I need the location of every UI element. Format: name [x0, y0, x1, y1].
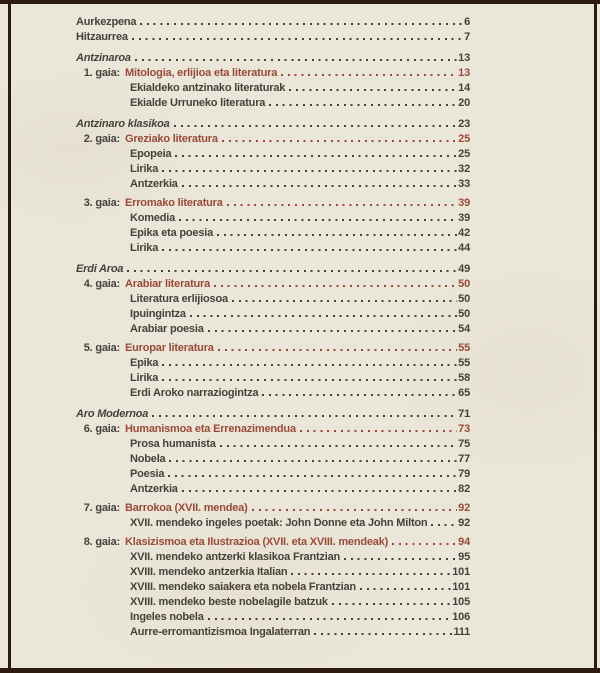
dotted-leader	[169, 460, 457, 462]
toc-entry-label: XVIII. mendeko antzerkia Italian	[130, 566, 288, 578]
toc-entry	[76, 194, 470, 209]
dotted-leader	[252, 509, 458, 511]
toc-entry-label: Prosa humanista	[130, 438, 216, 450]
toc-entry	[76, 623, 470, 638]
toc-entry-number: 8. gaia:	[83, 536, 120, 548]
dotted-leader	[135, 59, 457, 61]
toc-entry	[76, 94, 470, 109]
toc-entry	[76, 499, 470, 514]
toc-entry-label: Lirika	[130, 163, 159, 175]
dotted-leader	[300, 430, 457, 432]
toc-entry-label: Aurkezpena	[76, 16, 137, 28]
toc-entry-label: Barrokoa (XVII. mendea)	[125, 502, 248, 514]
toc-entry-label: Antzinaro klasikoa	[76, 118, 170, 130]
toc-entry-page: 14	[458, 82, 470, 94]
dotted-leader	[218, 349, 457, 351]
toc-entry-number: 2. gaia:	[83, 133, 120, 145]
dotted-leader	[289, 89, 457, 91]
toc-entry	[76, 465, 470, 480]
toc-entry-label: Antzerkia	[130, 178, 178, 190]
toc-entry-page: 92	[458, 517, 470, 529]
page-border-right	[594, 3, 597, 669]
toc-entry-number: 3. gaia:	[83, 197, 120, 209]
toc-entry	[76, 209, 470, 224]
dotted-leader	[227, 204, 457, 206]
toc-entry	[76, 608, 470, 623]
toc-entry-page: 20	[458, 97, 470, 109]
toc-entry-label: Epika eta poesia	[130, 227, 214, 239]
dotted-leader	[360, 588, 451, 590]
toc-entry	[76, 384, 470, 399]
dotted-leader	[262, 394, 457, 396]
toc-entry	[76, 239, 470, 254]
toc-entry	[76, 563, 470, 578]
page-border-left	[8, 3, 11, 669]
toc-entry-label: Literatura erlijiosoa	[130, 293, 228, 305]
dotted-leader	[168, 475, 457, 477]
dotted-leader	[162, 249, 457, 251]
dotted-leader	[162, 379, 457, 381]
toc-entry-label: Erromako literatura	[125, 197, 223, 209]
toc-entry-page: 95	[458, 551, 470, 563]
dotted-leader	[182, 185, 457, 187]
toc-entry-page: 32	[458, 163, 470, 175]
toc-entry	[76, 64, 470, 79]
toc-entry-label: Ekialdeko antzinako literaturak	[130, 82, 286, 94]
toc-entry-label: XVII. mendeko ingeles poetak: John Donne eta John Milton	[130, 517, 428, 529]
toc-entry-label: Hitzaurrea	[76, 31, 128, 43]
dotted-leader	[208, 330, 458, 332]
toc-entry	[76, 260, 470, 275]
dotted-leader	[220, 445, 458, 447]
toc-entry-label: Humanismoa eta Errenazimendua	[125, 423, 296, 435]
toc-entry	[76, 175, 470, 190]
toc-entry-number: 4. gaia:	[83, 278, 120, 290]
toc-entry-label: Greziako literatura	[125, 133, 218, 145]
toc-entry-page: 101	[452, 566, 470, 578]
dotted-leader	[281, 74, 457, 76]
toc-entry	[76, 290, 470, 305]
toc-entry-label: Lirika	[130, 372, 159, 384]
dotted-leader	[222, 140, 457, 142]
toc-entry-label: Antzinaroa	[76, 52, 131, 64]
dotted-leader	[217, 234, 457, 236]
toc-entry-label: Epopeia	[130, 148, 172, 160]
toc-entry-label: Poesia	[130, 468, 165, 480]
toc-entry-label: Ipuingintza	[130, 308, 186, 320]
dotted-leader	[140, 23, 463, 25]
dotted-leader	[344, 558, 457, 560]
toc-entry	[76, 305, 470, 320]
dotted-leader	[431, 524, 457, 526]
toc-entry-page: 50	[458, 293, 470, 305]
dotted-leader	[132, 38, 463, 40]
toc-entry-page: 105	[452, 596, 470, 608]
toc-entry-page: 50	[458, 308, 470, 320]
dotted-leader	[175, 155, 457, 157]
toc-entry-page: 94	[458, 536, 470, 548]
toc-entry	[76, 224, 470, 239]
toc-entry	[76, 28, 470, 43]
toc-entry-label: XVII. mendeko antzerki klasikoa Frantzian	[130, 551, 341, 563]
toc-entry-page: 65	[458, 387, 470, 399]
toc-entry-label: Ekialde Urruneko literatura	[130, 97, 266, 109]
toc-entry-page: 25	[458, 148, 470, 160]
toc-entry-page: 13	[458, 52, 470, 64]
toc-entry-page: 50	[458, 278, 470, 290]
toc-entry-label: Aro Modernoa	[76, 408, 149, 420]
toc-entry	[76, 533, 470, 548]
toc-entry	[76, 130, 470, 145]
toc-entry-label: XVIII. mendeko saiakera eta nobela Frantzian	[130, 581, 356, 593]
toc-entry	[76, 369, 470, 384]
toc-entry-label: XVIII. mendeko beste nobelagile batzuk	[130, 596, 328, 608]
toc-entry-page: 77	[458, 453, 470, 465]
toc-entry-page: 54	[458, 323, 470, 335]
toc-entry-label: Europar literatura	[125, 342, 214, 354]
toc-entry-label: Lirika	[130, 242, 159, 254]
toc-entry-label: Erdi Aroa	[76, 263, 124, 275]
toc-entry-page: 13	[458, 67, 470, 79]
toc-entry	[76, 405, 470, 420]
toc-entry	[76, 593, 470, 608]
dotted-leader	[269, 104, 457, 106]
toc-entry	[76, 578, 470, 593]
dotted-leader	[162, 364, 457, 366]
toc-entry-page: 79	[458, 468, 470, 480]
toc-entry-page: 106	[452, 611, 470, 623]
dotted-leader	[392, 543, 457, 545]
toc-entry-page: 111	[453, 626, 470, 638]
toc-entry-page: 55	[458, 357, 470, 369]
toc-entry-number: 5. gaia:	[83, 342, 120, 354]
toc-entry	[76, 49, 470, 64]
toc-entry-label: Arabiar poesia	[130, 323, 204, 335]
toc-entry-label: Mitologia, erlijioa eta literatura	[125, 67, 278, 79]
table-of-contents	[76, 13, 470, 638]
toc-entry-page: 44	[458, 242, 470, 254]
toc-entry-label: Aurre-erromantizismoa Ingalaterran	[130, 626, 311, 638]
toc-entry	[76, 115, 470, 130]
toc-entry-page: 7	[464, 31, 470, 43]
dotted-leader	[182, 490, 457, 492]
page-border-bottom	[0, 668, 600, 673]
dotted-leader	[232, 300, 457, 302]
dotted-leader	[314, 633, 452, 635]
toc-entry-page: 23	[458, 118, 470, 130]
toc-entry-label: Epika	[130, 357, 159, 369]
toc-entry-label: Komedia	[130, 212, 176, 224]
dotted-leader	[291, 573, 451, 575]
toc-entry-page: 49	[458, 263, 470, 275]
dotted-leader	[179, 219, 457, 221]
dotted-leader	[208, 618, 452, 620]
toc-entry-page: 92	[458, 502, 470, 514]
toc-entry	[76, 160, 470, 175]
toc-entry-number: 7. gaia:	[83, 502, 120, 514]
toc-entry-label: Klasizismoa eta Ilustrazioa (XVII. eta XVIII. mendeak)	[125, 536, 389, 548]
toc-entry	[76, 145, 470, 160]
toc-entry-label: Erdi Aroko narraziogintza	[130, 387, 259, 399]
toc-entry-page: 39	[458, 197, 470, 209]
toc-entry	[76, 514, 470, 529]
toc-entry	[76, 548, 470, 563]
toc-entry-page: 39	[458, 212, 470, 224]
toc-entry-page: 33	[458, 178, 470, 190]
toc-entry-number: 1. gaia:	[83, 67, 120, 79]
toc-entry-page: 6	[464, 16, 470, 28]
toc-entry	[76, 13, 470, 28]
dotted-leader	[214, 285, 457, 287]
toc-entry	[76, 354, 470, 369]
page-border-top	[0, 0, 600, 4]
dotted-leader	[127, 270, 457, 272]
dotted-leader	[152, 415, 457, 417]
toc-entry-page: 58	[458, 372, 470, 384]
toc-entry	[76, 435, 470, 450]
toc-entry	[76, 450, 470, 465]
toc-entry-page: 25	[458, 133, 470, 145]
toc-entry-page: 71	[458, 408, 470, 420]
toc-entry	[76, 420, 470, 435]
toc-entry-label: Antzerkia	[130, 483, 178, 495]
toc-entry-page: 42	[458, 227, 470, 239]
toc-entry-page: 101	[452, 581, 470, 593]
toc-entry-page: 75	[458, 438, 470, 450]
toc-entry-page: 73	[458, 423, 470, 435]
toc-entry	[76, 320, 470, 335]
toc-entry-page: 82	[458, 483, 470, 495]
dotted-leader	[174, 125, 458, 127]
dotted-leader	[332, 603, 451, 605]
toc-entry	[76, 275, 470, 290]
toc-entry-label: Ingeles nobela	[130, 611, 204, 623]
toc-entry	[76, 480, 470, 495]
toc-entry	[76, 79, 470, 94]
dotted-leader	[162, 170, 457, 172]
toc-entry-label: Nobela	[130, 453, 166, 465]
toc-entry-number: 6. gaia:	[83, 423, 120, 435]
toc-entry-label: Arabiar literatura	[125, 278, 211, 290]
toc-entry	[76, 339, 470, 354]
dotted-leader	[190, 315, 457, 317]
toc-entry-page: 55	[458, 342, 470, 354]
